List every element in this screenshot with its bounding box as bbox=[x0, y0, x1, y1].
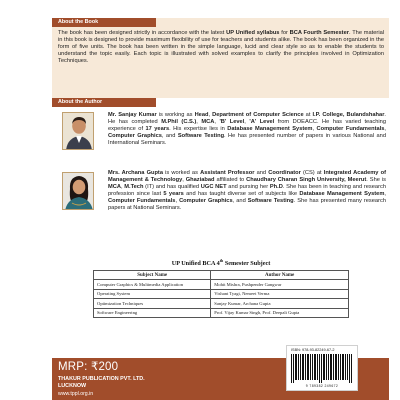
about-author-heading: About the Author bbox=[52, 98, 156, 107]
author-photo-archana-gupta bbox=[62, 172, 94, 210]
subject-cell: Software Engineering bbox=[94, 308, 211, 317]
barcode-digits: 9 789382 249672 bbox=[305, 384, 339, 388]
column-header: Subject Name bbox=[94, 271, 211, 280]
author-bio-archana-gupta: Mrs. Archana Gupta is worked as Assistant Professor and Coordinator (CS) at Integrated Academy of Management & Technology, Ghaziabad affiliated to Chaudhary Charan Singh University, Meerut. She is MCA, M.Tech (IT) and has qualified UGC NET and pursing her Ph.D. She has been in teaching and research profession since last 5 years and has taught diverse set of subjects like Database Management System, Computer Fundamentals, Computer Graphics, and Software Testing. She has presented many research papers at National Seminars. bbox=[108, 170, 387, 212]
publisher-website: www.tppl.org.in bbox=[58, 391, 94, 397]
subject-cell: Operating System bbox=[94, 289, 211, 298]
table-row bbox=[94, 289, 349, 298]
subject-cell: Computer Graphics & Multimedia Application bbox=[94, 280, 211, 289]
column-header: Author Name bbox=[211, 271, 349, 280]
table-row bbox=[94, 308, 349, 317]
author-cell: Vishant Tyagi, Nemeet Verma bbox=[211, 289, 349, 298]
publisher-name: THAKUR PUBLICATION PVT. LTD. LUCKNOW bbox=[58, 376, 145, 389]
isbn-label: ISBN: 978-93-82249-67-2 bbox=[291, 348, 335, 352]
barcode-icon bbox=[291, 354, 353, 383]
table-row bbox=[94, 299, 349, 308]
author-cell: Prof. Vijay Kumar Singh, Prof. Deepali Gupta bbox=[211, 308, 349, 317]
author-photo-sanjay-kumar bbox=[62, 112, 94, 150]
about-book-heading: About the Book bbox=[52, 18, 156, 27]
about-book-text: The book has been designed strictly in accordance with the latest UP Unified syllabus for BCA Fourth Semester. The material in this book is designed to provide maximum flexibility of use for teachers and students alike. The book has been organized in the form of five units. The book has been written in the simple language, lucid and clear style so as to enable the students to understand the topic easily. Each topic is illustrated with solved examples to clarify the principles involved in Optimization Techniques. bbox=[58, 30, 385, 65]
author-bio-sanjay-kumar: Mr. Sanjay Kumar is working as Head, Department of Computer Science at I.P. College, Bulandshahar. He has completed M.Phil (C.S.), MCA, 'B' Level, 'A' Level from DOEACC. He has varied teaching experience of 17 years. His expertise lies in Database Management System, Computer Fundamentals, Computer Graphics, and Software Testing. He has presented number of papers in various National and International Seminars. bbox=[108, 112, 387, 147]
table-header-row bbox=[94, 271, 349, 280]
subject-table bbox=[93, 270, 349, 318]
author-cell: Mohit Mishra, Pushpender Gangwar bbox=[211, 280, 349, 289]
subject-table-section bbox=[93, 258, 349, 318]
subject-cell: Optimization Techniques bbox=[94, 299, 211, 308]
price-label: MRP: ₹200 bbox=[58, 361, 119, 373]
table-row bbox=[94, 280, 349, 289]
subject-table-title: UP Unified BCA 4th Semester Subject bbox=[171, 258, 271, 268]
author-cell: Sanjay Kumar, Archana Gupta bbox=[211, 299, 349, 308]
